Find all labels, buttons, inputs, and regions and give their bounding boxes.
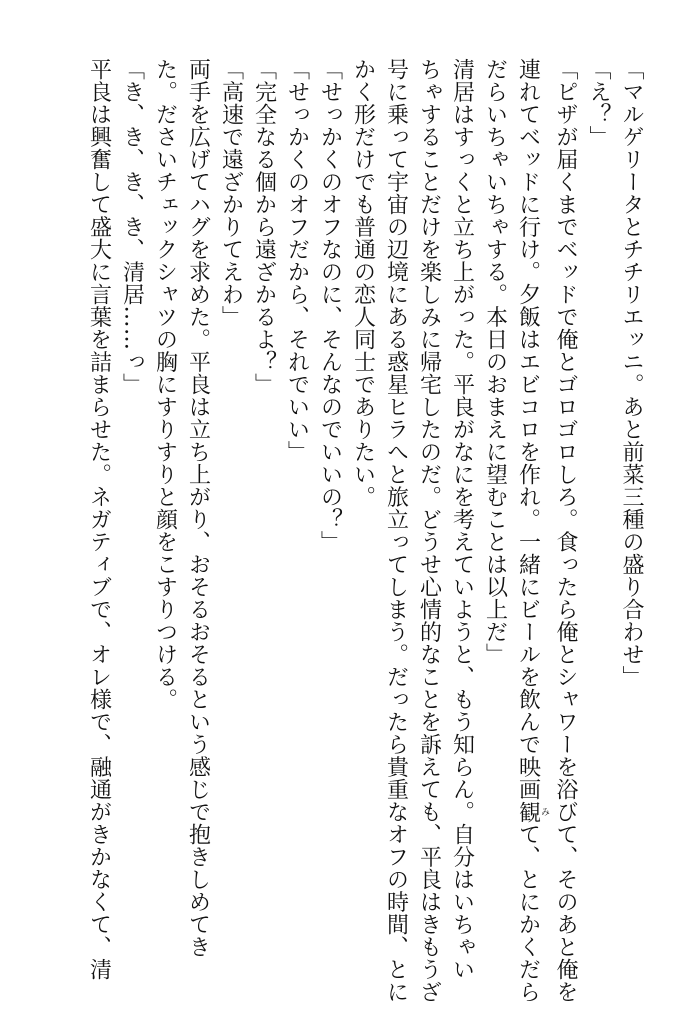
text-line-8: 号に乗って宇宙の辺境にある惑星ヒラへと旅立ってしまう。だったら貴重なオフの時間、とに [383, 58, 409, 1003]
text-line-1: 「マルゲリータとチチリエッニ。あと前菜三種の盛り合わせ」 [619, 58, 644, 688]
text-line-9: かく形だけでも普通の恋人同士でありたい。 [350, 58, 376, 508]
text-line-4-main: 連れてベッドに行け。夕飯はエビコロを作れ。一緒にビールを飲んで映画 [515, 58, 541, 801]
text-line-16: 「き、き、き、き、清居……っ」 [119, 58, 145, 396]
text-line-15: た。ださいチェックシャツの胸にすりすりと顔をこすりつける。 [152, 58, 178, 711]
text-line-14: 両手を広げてハグを求めた。平良は立ち上がり、おそるおそるという感じで抱きしめてき [185, 58, 211, 958]
ruby-base: 観 [515, 800, 541, 823]
text-line-10: 「せっかくのオフなのに、そんなのでいいの？」 [317, 58, 343, 553]
text-line-12: 「完全なる個から遠ざかるよ？」 [251, 58, 277, 396]
ruby-kanji [515, 800, 549, 824]
text-line-4 [512, 58, 550, 1003]
text-line-11: 「せっかくのオフだから、それでいい」 [284, 58, 310, 463]
text-line-4-tail: て、とにかくだら [515, 823, 541, 1003]
text-line-6: 清居はすっくと立ち上がった。平良がなにを考えていようと、もう知らん。自分はいちゃい [449, 58, 475, 981]
vertical-text-block [28, 58, 648, 1003]
text-line-2: 「え？」 [586, 58, 611, 148]
text-line-7: ちゃすることだけを楽しみに帰宅したのだ。どうせ心情的なことを訴えても、平良はきもうざ [416, 58, 442, 1003]
ruby-reading: み [539, 800, 549, 823]
text-line-17: 平良は興奮して盛大に言葉を詰まらせた。ネガティブで、オレ様で、融通がきかなくて、清 [86, 58, 112, 981]
text-line-3: 「ピザが届くまでベッドで俺とゴロゴロしろ。食ったら俺とシャワーを浴びて、そのあと俺を [553, 58, 578, 1003]
text-line-13: 「高速で遠ざかりてえわ」 [218, 58, 244, 328]
text-line-5: だらいちゃいちゃする。本日のおまえに望むことは以上だ」 [482, 58, 508, 666]
